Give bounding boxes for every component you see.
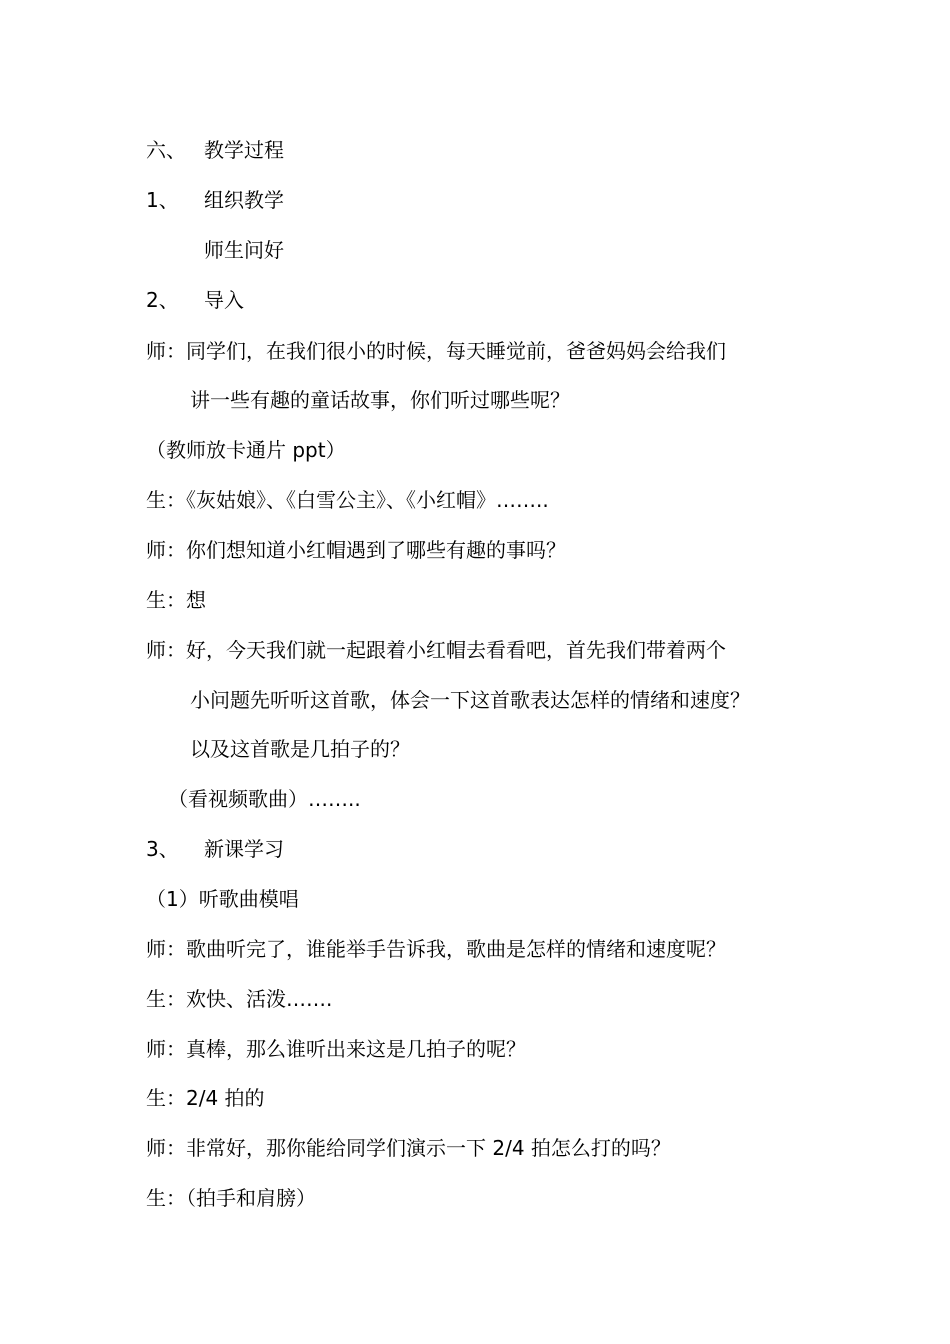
teacher-line: 师：真棒，那么谁听出来这是几拍子的呢？ (146, 1037, 526, 1061)
subsection-heading: （1）听歌曲模唱 (146, 887, 299, 911)
student-line: 生：（拍手和肩膀） (146, 1186, 316, 1210)
step-heading-intro (146, 287, 244, 313)
teacher-line-continued: 以及这首歌是几拍子的？ (190, 737, 410, 761)
step-number: 1、 (146, 188, 179, 212)
step-number: 3、 (146, 837, 179, 861)
teacher-line-continued: 小问题先听听这首歌，体会一下这首歌表达怎样的情绪和速度？ (190, 688, 750, 712)
student-line: 生：《灰姑娘》、《白雪公主》、《小红帽》…….. (146, 488, 549, 512)
step-heading-new-lesson (146, 836, 284, 862)
stage-note: （教师放卡通片 ppt） (146, 438, 346, 462)
step-number: 2、 (146, 288, 179, 312)
step-heading-organize (146, 187, 284, 213)
teacher-line: 师：同学们，在我们很小的时候，每天睡觉前，爸爸妈妈会给我们 (146, 339, 726, 363)
step-subtext-greeting: 师生问好 (204, 238, 284, 262)
step-title: 导入 (204, 288, 244, 312)
section-heading-teaching-process (146, 137, 284, 163)
section-title: 教学过程 (204, 138, 284, 162)
student-line: 生：2/4 拍的 (146, 1086, 265, 1110)
teacher-line: 师：非常好，那你能给同学们演示一下 2/4 拍怎么打的吗？ (146, 1136, 671, 1160)
student-line: 生：欢快、活泼……. (146, 987, 333, 1011)
teacher-line: 师：你们想知道小红帽遇到了哪些有趣的事吗？ (146, 538, 566, 562)
teacher-line-continued: 讲一些有趣的童话故事，你们听过哪些呢？ (190, 388, 570, 412)
step-title: 新课学习 (204, 837, 284, 861)
student-line: 生：想 (146, 588, 206, 612)
step-title: 组织教学 (204, 188, 284, 212)
teacher-line: 师：好，今天我们就一起跟着小红帽去看看吧，首先我们带着两个 (146, 638, 726, 662)
stage-note: （看视频歌曲）…….. (168, 787, 361, 811)
teacher-line: 师：歌曲听完了，谁能举手告诉我，歌曲是怎样的情绪和速度呢？ (146, 937, 726, 961)
section-number: 六、 (146, 138, 186, 162)
